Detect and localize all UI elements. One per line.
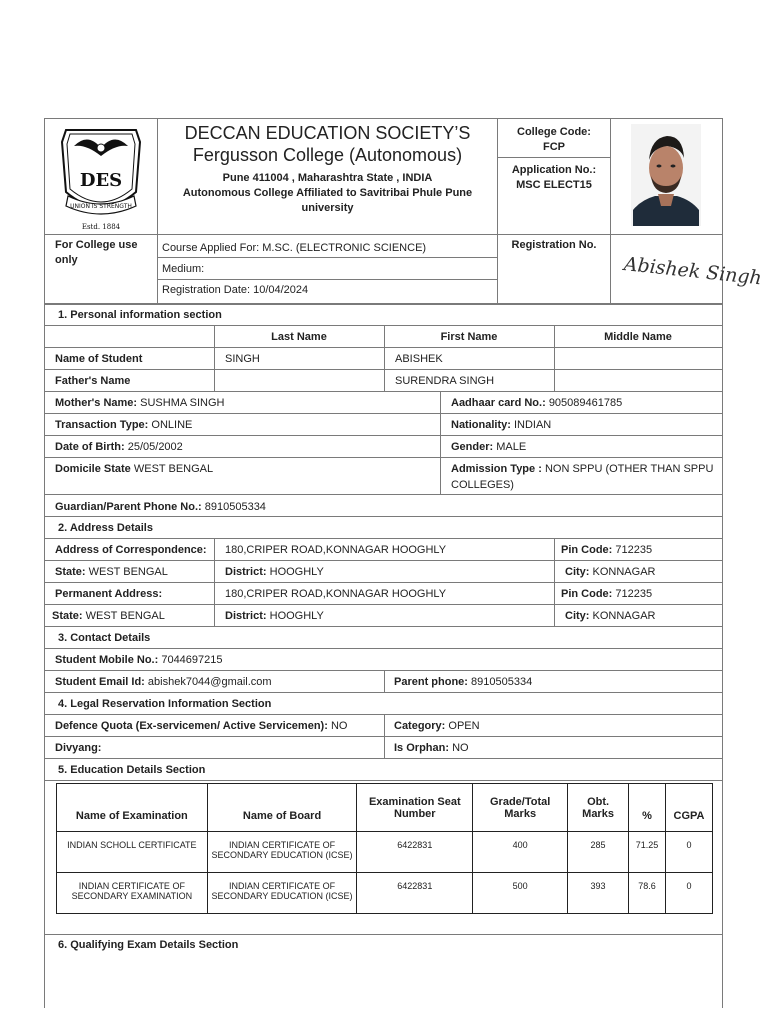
edu-cell: INDIAN CERTIFICATE OF SECONDARY EDUCATION (ICSE) — [207, 873, 357, 914]
student-first-name: ABISHEK — [395, 353, 443, 365]
edu-cell: 400 — [473, 832, 568, 873]
aadhaar-number: Aadhaar card No.: 905089461785 — [451, 397, 623, 409]
contact-section-title: 3. Contact Details — [58, 632, 151, 644]
edu-cell: INDIAN SCHOLL CERTIFICATE — [57, 832, 208, 873]
reservation-section-title: 4. Legal Reservation Information Section — [58, 698, 272, 710]
admission-type: Admission Type : NON SPPU (OTHER THAN SPPU — [451, 463, 714, 475]
edu-cell: 285 — [568, 832, 629, 873]
application-label: Application No.: — [511, 164, 597, 176]
student-photo — [631, 124, 701, 226]
student-signature: Abishek Singh — [622, 253, 763, 290]
college-use-label: For College use only — [55, 239, 138, 266]
qualifying-section-title: 6. Qualifying Exam Details Section — [58, 939, 239, 951]
col-first-name: First Name — [440, 331, 498, 343]
permanent-city: City: KONNAGAR — [565, 610, 656, 622]
table-row — [57, 832, 713, 873]
edu-col-percent: % — [629, 784, 666, 832]
student-name-label: Name of Student — [55, 353, 143, 365]
date-of-birth: Date of Birth: 25/05/2002 — [55, 441, 183, 453]
is-orphan: Is Orphan: NO — [394, 742, 469, 754]
correspondence-label: Address of Correspondence: — [55, 544, 207, 556]
edu-cell: 0 — [665, 832, 712, 873]
edu-col-exam: Name of Examination — [57, 784, 208, 832]
correspondence-state: State: WEST BENGAL — [55, 566, 168, 578]
edu-cell: 393 — [568, 873, 629, 914]
nationality: Nationality: INDIAN — [451, 419, 552, 431]
edu-col-cgpa: CGPA — [665, 784, 712, 832]
education-table — [56, 783, 713, 914]
college-name: Fergusson College (Autonomous) — [192, 145, 463, 165]
edu-cell: 78.6 — [629, 873, 666, 914]
col-last-name: Last Name — [271, 331, 327, 343]
edu-cell: 500 — [473, 873, 568, 914]
edu-col-board: Name of Board — [207, 784, 357, 832]
correspondence-city: City: KONNAGAR — [565, 566, 656, 578]
correspondence-address: 180,CRIPER ROAD,KONNAGAR HOOGHLY — [225, 544, 447, 556]
medium: Medium: — [162, 263, 205, 275]
personal-section-title: 1. Personal information section — [58, 309, 222, 321]
edu-col-obtained: Obt. Marks — [568, 784, 629, 832]
domicile-state: Domicile State WEST BENGAL — [55, 463, 214, 475]
registration-date: Registration Date: 10/04/2024 — [162, 284, 309, 296]
logo-motto: UNION IS STRENGTH — [70, 203, 132, 210]
college-code-label: College Code: — [517, 126, 591, 138]
correspondence-district: District: HOOGHLY — [225, 566, 324, 578]
application-value: MSC ELECT15 — [516, 179, 592, 191]
college-code-value: FCP — [543, 141, 565, 153]
permanent-label: Permanent Address: — [55, 588, 163, 600]
edu-cell: 0 — [665, 873, 712, 914]
edu-cell: INDIAN CERTIFICATE OF SECONDARY EDUCATION (ICSE) — [207, 832, 357, 873]
permanent-district: District: HOOGHLY — [225, 610, 324, 622]
edu-col-seat: Examination Seat Number — [357, 784, 473, 832]
father-name-label: Father's Name — [55, 375, 131, 387]
logo-est: Estd. 1884 — [81, 223, 121, 231]
edu-cell: 6422831 — [357, 873, 473, 914]
guardian-phone: Guardian/Parent Phone No.: 8910505334 — [55, 501, 266, 513]
defence-quota: Defence Quota (Ex-servicemen/ Active Servicemen): NO — [55, 720, 348, 732]
edu-col-total: Grade/Total Marks — [473, 784, 568, 832]
student-last-name: SINGH — [225, 353, 260, 365]
society-name: DECCAN EDUCATION SOCIETY’S — [184, 123, 471, 143]
mother-name: Mother's Name: SUSHMA SINGH — [55, 397, 225, 409]
category: Category: OPEN — [394, 720, 480, 732]
course-applied: Course Applied For: M.SC. (ELECTRONIC SCIENCE) — [162, 242, 427, 254]
transaction-type: Transaction Type: ONLINE — [55, 419, 193, 431]
education-section-title: 5. Education Details Section — [58, 764, 206, 776]
logo-letters: DES — [79, 170, 123, 191]
edu-cell: 71.25 — [629, 832, 666, 873]
table-row — [57, 873, 713, 914]
address-section-title: 2. Address Details — [58, 522, 153, 534]
edu-cell: INDIAN CERTIFICATE OF SECONDARY EXAMINATION — [57, 873, 208, 914]
student-email: Student Email Id: abishek7044@gmail.com — [55, 676, 272, 688]
edu-cell: 6422831 — [357, 832, 473, 873]
admission-type-cont: COLLEGES) — [451, 479, 514, 491]
gender: Gender: MALE — [451, 441, 527, 453]
college-address: Pune 411004 , Maharashtra State , INDIA — [222, 172, 433, 184]
parent-phone: Parent phone: 8910505334 — [394, 676, 533, 688]
permanent-state: State: WEST BENGAL — [52, 610, 165, 622]
permanent-pin: Pin Code: 712235 — [561, 588, 653, 600]
father-first-name: SURENDRA SINGH — [395, 375, 495, 387]
education-header-row — [57, 784, 713, 832]
divyang: Divyang: — [55, 742, 102, 754]
correspondence-pin: Pin Code: 712235 — [561, 544, 653, 556]
registration-label: Registration No. — [511, 239, 597, 251]
college-affiliation: Autonomous College Affiliated to Savitribai Phule Pune university — [182, 187, 473, 214]
student-mobile: Student Mobile No.: 7044697215 — [55, 654, 223, 666]
permanent-address: 180,CRIPER ROAD,KONNAGAR HOOGHLY — [225, 588, 447, 600]
col-middle-name: Middle Name — [604, 331, 672, 343]
college-logo — [56, 122, 146, 232]
